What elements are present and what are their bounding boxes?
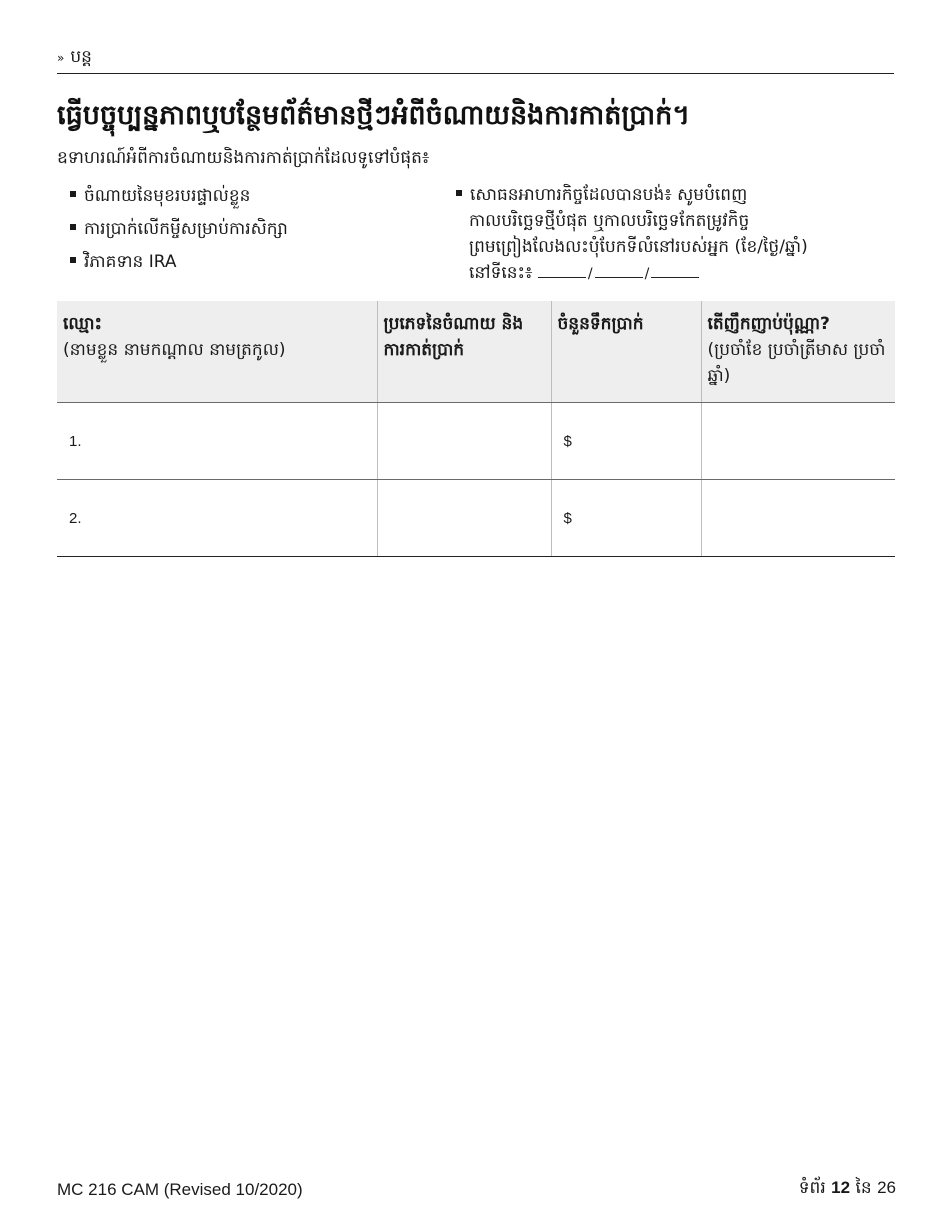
name-cell[interactable] bbox=[57, 403, 377, 480]
currency-symbol: $ bbox=[563, 432, 572, 450]
col-header-amount bbox=[551, 301, 701, 403]
date-year-field[interactable] bbox=[651, 263, 699, 278]
row-number: 2. bbox=[69, 509, 82, 527]
date-day-field[interactable] bbox=[595, 263, 643, 278]
header-label: តើញឹកញាប់ប៉ុណ្ណា? bbox=[707, 314, 830, 334]
section-subtitle: ឧទាហរណ៍អំពីការចំណាយនិងការកាត់ប្រាក់ដែលទូទៅបំផុត៖ bbox=[57, 148, 430, 168]
page-of-word: នៃ bbox=[855, 1178, 872, 1198]
example-item bbox=[70, 248, 440, 281]
header-label: ឈ្មោះ bbox=[63, 314, 103, 334]
header-label: ប្រភេទនៃចំណាយ និងការកាត់ប្រាក់ bbox=[383, 314, 524, 360]
alimony-line bbox=[456, 182, 896, 208]
date-separator: / bbox=[644, 266, 650, 282]
type-cell[interactable] bbox=[377, 403, 551, 480]
table-row bbox=[57, 403, 895, 480]
bullet-square-icon bbox=[70, 191, 76, 197]
alimony-text: ព្រមព្រៀងលែងលះបុំបែកទីលំនៅរបស់អ្នក (ខែ/ថ្ងៃ/ឆ្នាំ) bbox=[469, 237, 808, 257]
table-header-row bbox=[57, 301, 895, 403]
alimony-text: សោធនអាហារកិច្ចដែលបានបង់៖ សូមបំពេញ bbox=[470, 185, 748, 205]
alimony-text: កាលបរិច្ឆេទថ្មីបំផុត ឬកាលបរិច្ឆេទកែតម្រូវកិច្ច bbox=[469, 211, 750, 231]
page-word: ទំព័រ bbox=[798, 1178, 826, 1198]
header-divider bbox=[57, 73, 894, 74]
header-label: ចំនួនទឹកប្រាក់ bbox=[557, 314, 644, 334]
name-cell[interactable] bbox=[57, 480, 377, 557]
currency-symbol: $ bbox=[563, 509, 572, 527]
page-indicator bbox=[799, 1176, 896, 1200]
bullet-square-icon bbox=[456, 190, 462, 196]
continued-label bbox=[57, 46, 92, 69]
example-text: វិភាគទាន IRA bbox=[84, 252, 177, 272]
alimony-example-item bbox=[456, 182, 896, 287]
page-current: 12 bbox=[831, 1178, 851, 1197]
form-identifier: MC 216 CAM (Revised 10/2020) bbox=[57, 1180, 303, 1199]
date-prompt: នៅទីនេះ៖ bbox=[469, 263, 533, 283]
alimony-date-row bbox=[456, 260, 896, 287]
examples-list-right bbox=[456, 182, 896, 287]
amount-cell[interactable] bbox=[551, 403, 701, 480]
page-total: 26 bbox=[877, 1178, 896, 1197]
example-item bbox=[70, 182, 440, 215]
amount-cell[interactable] bbox=[551, 480, 701, 557]
double-chevron-icon: » bbox=[57, 51, 65, 65]
frequency-cell[interactable] bbox=[701, 403, 895, 480]
section-title: ធ្វើបច្ចុប្បន្នភាពឬបន្ថែមព័ត៌មានថ្មីៗអំពីចំណាយនិងការកាត់ប្រាក់។ bbox=[57, 100, 691, 131]
expenses-table bbox=[57, 301, 895, 557]
col-header-frequency bbox=[701, 301, 895, 403]
example-text: ការប្រាក់លើកម្ចីសម្រាប់ការសិក្សា bbox=[84, 219, 288, 239]
type-cell[interactable] bbox=[377, 480, 551, 557]
table-row bbox=[57, 480, 895, 557]
bullet-square-icon bbox=[70, 224, 76, 230]
header-note: (នាមខ្លួន នាមកណ្តាល នាមត្រកូល) bbox=[63, 340, 286, 360]
example-item bbox=[70, 215, 440, 248]
continued-text: បន្ត bbox=[70, 47, 92, 67]
date-separator: / bbox=[587, 266, 593, 282]
frequency-cell[interactable] bbox=[701, 480, 895, 557]
example-text: ចំណាយនៃមុខរបរផ្ទាល់ខ្លួន bbox=[84, 186, 251, 206]
examples-list-left bbox=[70, 182, 440, 281]
date-month-field[interactable] bbox=[538, 263, 586, 278]
bullet-square-icon bbox=[70, 257, 76, 263]
col-header-type bbox=[377, 301, 551, 403]
header-note: (ប្រចាំខែ ប្រចាំត្រីមាស ប្រចាំឆ្នាំ) bbox=[707, 340, 886, 386]
row-number: 1. bbox=[69, 432, 82, 450]
col-header-name bbox=[57, 301, 377, 403]
